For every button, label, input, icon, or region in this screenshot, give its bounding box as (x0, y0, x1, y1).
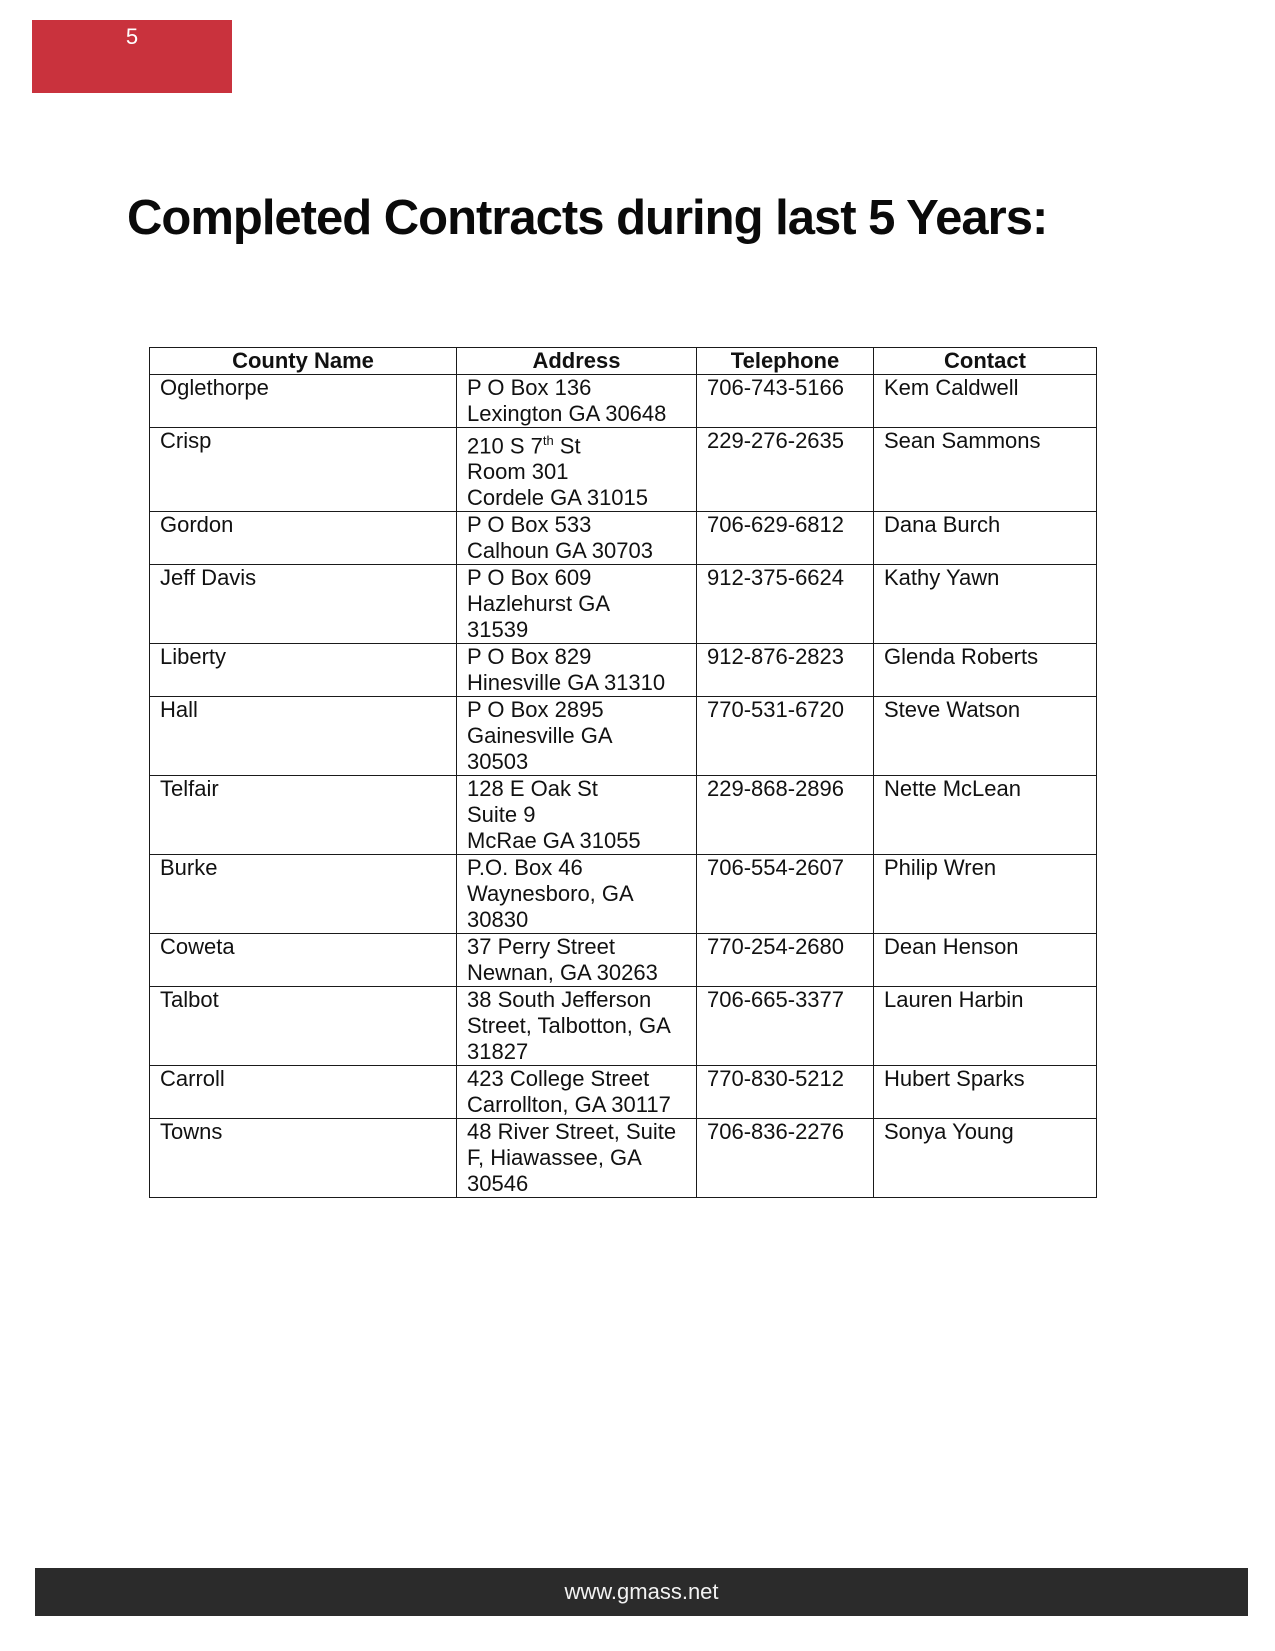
address-line: Street, Talbotton, GA (467, 1013, 671, 1039)
table-row (150, 512, 1097, 565)
telephone-cell: 706-743-5166 (697, 375, 874, 428)
county-name-cell: Burke (150, 855, 457, 934)
footer-bar (35, 1568, 1248, 1616)
address-line: 48 River Street, Suite (467, 1119, 677, 1145)
address-line: Waynesboro, GA (467, 881, 634, 907)
address-cell (457, 1119, 697, 1198)
county-name-cell: Liberty (150, 644, 457, 697)
address-line: P O Box 136 (467, 375, 592, 400)
contact-cell: Sonya Young (874, 1119, 1097, 1198)
table-row (150, 565, 1097, 644)
telephone-cell: 770-531-6720 (697, 697, 874, 776)
contact-cell: Philip Wren (874, 855, 1097, 934)
address-line: Hazlehurst GA (467, 591, 611, 617)
telephone-cell: 706-665-3377 (697, 987, 874, 1066)
address-line: 31827 (467, 1039, 529, 1065)
address-cell (457, 565, 697, 644)
telephone-cell: 706-554-2607 (697, 855, 874, 934)
table-row (150, 375, 1097, 428)
address-line: 128 E Oak St (467, 776, 598, 802)
contact-cell: Nette McLean (874, 776, 1097, 855)
county-name-cell: Gordon (150, 512, 457, 565)
telephone-cell: 229-276-2635 (697, 428, 874, 512)
address-cell (457, 428, 697, 512)
table-row (150, 776, 1097, 855)
county-name-cell: Coweta (150, 934, 457, 987)
address-line: 30830 (467, 907, 529, 933)
table-row (150, 855, 1097, 934)
column-header-county: County Name (150, 348, 457, 375)
table-row (150, 428, 1097, 512)
county-name-cell: Towns (150, 1119, 457, 1198)
telephone-cell: 770-254-2680 (697, 934, 874, 987)
contact-cell: Dean Henson (874, 934, 1097, 987)
address-cell (457, 1066, 697, 1119)
address-cell (457, 855, 697, 934)
county-name-cell: Talbot (150, 987, 457, 1066)
contact-cell: Glenda Roberts (874, 644, 1097, 697)
table-row (150, 987, 1097, 1066)
address-line: 423 College Street (467, 1066, 650, 1092)
telephone-cell: 706-836-2276 (697, 1119, 874, 1198)
address-line: 31539 (467, 617, 529, 643)
address-cell (457, 697, 697, 776)
address-line: Newnan, GA 30263 (467, 960, 658, 986)
column-header-address: Address (457, 348, 697, 375)
address-cell (457, 934, 697, 987)
address-line: P O Box 2895 (467, 697, 604, 723)
address-line: Suite 9 (467, 802, 536, 828)
address-cell (457, 512, 697, 565)
contact-cell: Hubert Sparks (874, 1066, 1097, 1119)
address-line: Cordele GA 31015 (467, 485, 649, 511)
telephone-cell: 912-876-2823 (697, 644, 874, 697)
address-line: 37 Perry Street (467, 934, 615, 960)
page-number: 5 (125, 24, 139, 49)
address-line: 30503 (467, 749, 529, 775)
contact-cell: Sean Sammons (874, 428, 1097, 512)
county-name-cell: Telfair (150, 776, 457, 855)
telephone-cell: 706-629-6812 (697, 512, 874, 565)
address-line: P O Box 829 (467, 644, 592, 670)
address-line: 30546 (467, 1171, 529, 1197)
page-title: Completed Contracts during last 5 Years: (127, 191, 1048, 245)
contact-cell: Kathy Yawn (874, 565, 1097, 644)
address-line: F, Hiawassee, GA (467, 1145, 642, 1171)
contact-cell: Dana Burch (874, 512, 1097, 565)
table-row (150, 934, 1097, 987)
address-line: 38 South Jefferson (467, 987, 652, 1013)
contact-cell: Lauren Harbin (874, 987, 1097, 1066)
footer-url: www.gmass.net (564, 1579, 719, 1604)
address-line: P.O. Box 46 (467, 855, 583, 881)
telephone-cell: 912-375-6624 (697, 565, 874, 644)
county-name-cell: Jeff Davis (150, 565, 457, 644)
table-row (150, 697, 1097, 776)
table-row (150, 1119, 1097, 1198)
address-line: P O Box 609 (467, 565, 592, 591)
page-number-tab (32, 20, 232, 93)
address-cell (457, 987, 697, 1066)
address-line: 210 S 7th St (467, 433, 581, 459)
address-line: Gainesville GA (467, 723, 613, 749)
address-line: Hinesville GA 31310 (467, 670, 666, 696)
address-line: McRae GA 31055 (467, 828, 641, 854)
address-cell (457, 644, 697, 697)
contracts-table (149, 347, 1097, 1198)
address-line: Carrollton, GA 30117 (467, 1092, 671, 1118)
address-line: P O Box 533 (467, 512, 592, 538)
contact-cell: Steve Watson (874, 697, 1097, 776)
table-body (150, 375, 1097, 1198)
county-name-cell: Hall (150, 697, 457, 776)
address-cell (457, 375, 697, 428)
county-name-cell: Oglethorpe (150, 375, 457, 428)
contact-cell: Kem Caldwell (874, 375, 1097, 428)
table-header-row (150, 348, 1097, 375)
telephone-cell: 770-830-5212 (697, 1066, 874, 1119)
table-row (150, 644, 1097, 697)
county-name-cell: Crisp (150, 428, 457, 512)
address-cell (457, 776, 697, 855)
column-header-telephone: Telephone (697, 348, 874, 375)
county-name-cell: Carroll (150, 1066, 457, 1119)
address-line: Calhoun GA 30703 (467, 538, 653, 564)
address-line: Room 301 (467, 459, 569, 485)
telephone-cell: 229-868-2896 (697, 776, 874, 855)
address-line: Lexington GA 30648 (467, 401, 667, 426)
table-row (150, 1066, 1097, 1119)
column-header-contact: Contact (874, 348, 1097, 375)
